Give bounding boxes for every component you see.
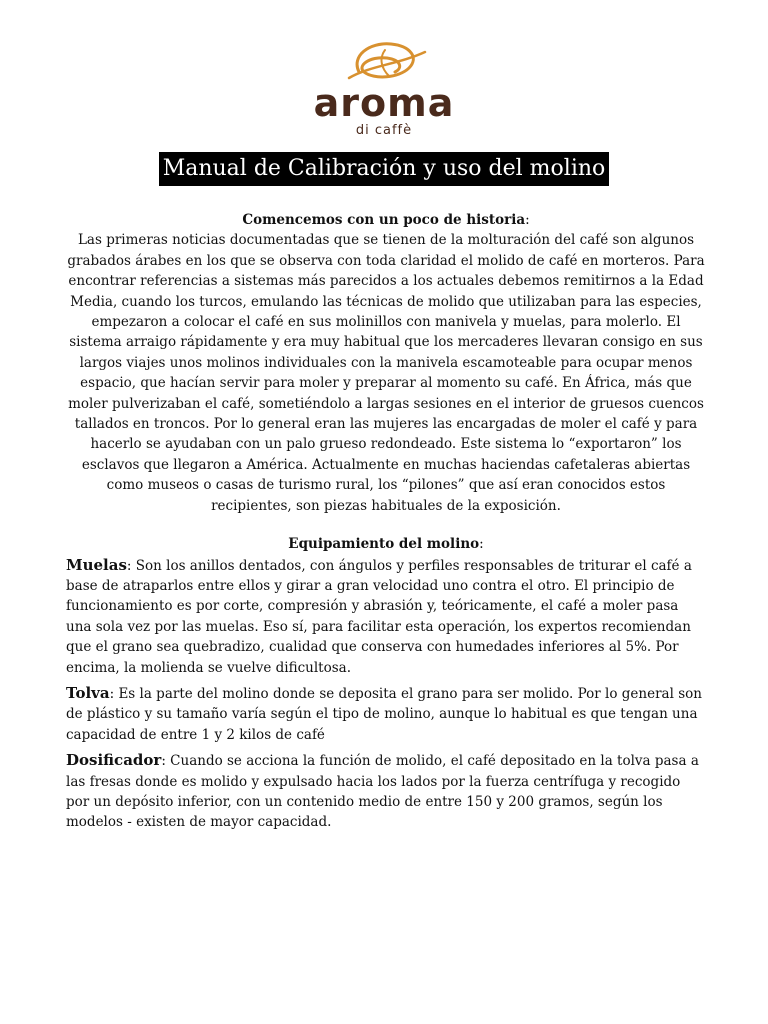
item-tolva [66,683,706,745]
document-title: Manual de Calibración y uso del molino [159,152,610,186]
brand-name: aroma [313,81,455,125]
item-text: Son los anillos dentados, con ángulos y perfiles responsables de triturar el café a base de atraparlos entre ellos y girar a gran velocidad uno contra el otro. El principio de funcionamiento es por corte, compresión y abrasión y, teóricamente, el café a moler pasa una sola vez por las muelas. Eso sí, para facilitar esta operación, los expertos recomiendan que el grano sea quebradizo, cualidad que conserva con humedades inferiores al 5%. Por encima, la molienda se vuelve dificultosa. [66,557,692,676]
history-paragraph: Las primeras noticias documentadas que se tienen de la molturación del café son algunos grabados árabes en los que se observa con toda claridad el molido de café en morteros. Para encontrar referencias a sistemas más parecidos a los actuales debemos remitirnos a la Edad Media, cuando los turcos, emulando las técnicas de molido que utilizaban para las especies, empezaron a colocar el café en sus molinillos con manivela y muelas, para molerlo. El sistema arraigo rápidamente y era muy habitual que los mercaderes llevaran consigo en sus largos viajes unos molinos individuales con la manivela escamoteable para ocupar menos espacio, que hacían servir para moler y preparar al momento su café. En África, más que moler pulverizaban el café, sometiéndolo a largas sesiones en el interior de gruesos cuencos tallados en troncos. Por lo general eran las mujeres las encargadas de moler el café y para hacerlo se ayudaban con un palo grueso redondeado. Este sistema lo “exportaron” los esclavos que llegaron a América. Actualmente en muchas haciendas cafetaleras abiertas como museos o casas de turismo rural, los “pilones” que así eran conocidos estos recipientes, son piezas habituales de la exposición. [67,232,705,514]
item-text: Es la parte del molino donde se deposita el grano para ser molido. Por lo general son de plástico y su tamaño varía según el tipo de molino, aunque lo habitual es que tengan una capacidad de entre 1 y 2 kilos de café [66,685,702,743]
item-term: Dosificador [66,751,162,770]
item-colon: : [126,557,132,574]
brand-subtitle: di caffè [355,123,413,138]
equipment-heading-text: Equipamiento del molino [288,536,480,553]
history-heading-colon: : [525,212,530,228]
item-muelas [66,555,706,678]
item-term: Tolva [66,683,110,702]
document-body [66,210,706,838]
item-colon: : [161,753,166,770]
item-colon: : [109,685,115,702]
item-text: Cuando se acciona la función de molido, el café depositado en la tolva pasa a las fresas donde es molido y expulsado hacia los lados por la fuerza centrífuga y recogido por un depósito inferior, con un contenido medio de entre 150 y 200 gramos, según los modelos - existen de mayor capacidad. [66,753,699,831]
equipment-heading-colon: : [479,536,484,553]
equipment-heading [66,534,706,554]
history-heading-text: Comencemos con un poco de historia [242,212,526,228]
item-dosificador [66,750,706,833]
brand-logo [0,38,768,138]
history-heading [66,210,706,230]
item-term: Muelas [66,555,127,574]
